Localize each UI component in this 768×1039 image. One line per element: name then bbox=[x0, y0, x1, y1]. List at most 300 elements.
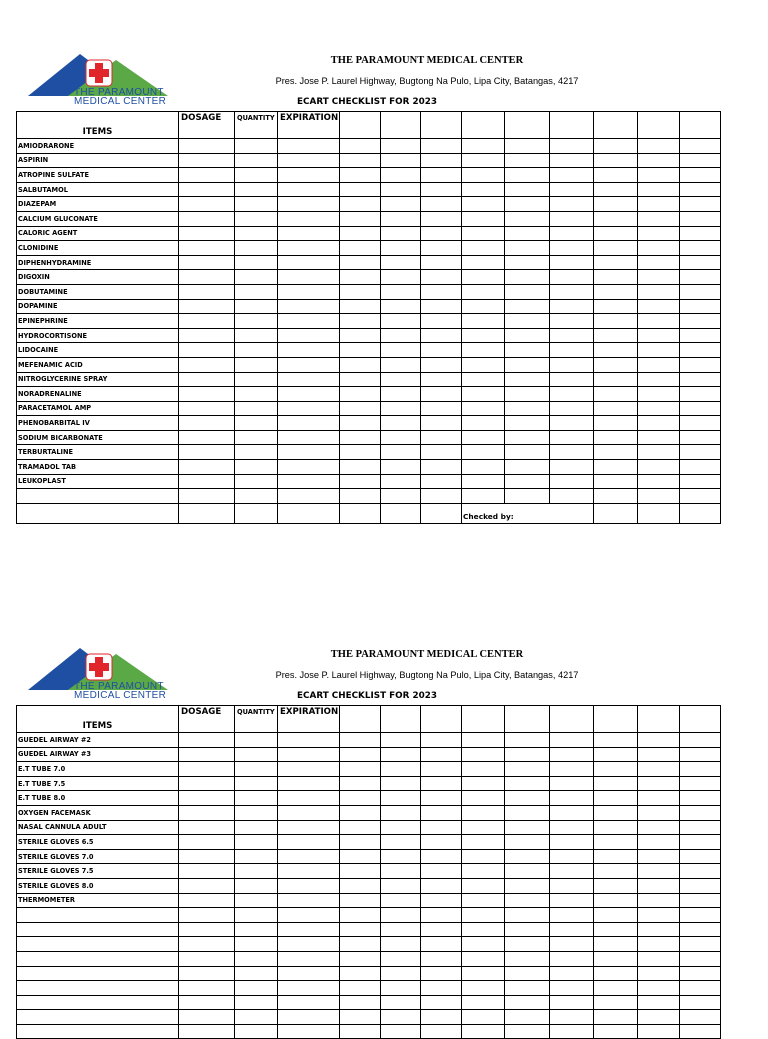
entry-cell[interactable] bbox=[278, 951, 340, 966]
entry-cell[interactable] bbox=[462, 357, 505, 372]
entry-cell[interactable] bbox=[421, 849, 462, 864]
entry-cell[interactable] bbox=[594, 182, 638, 197]
entry-cell[interactable] bbox=[550, 387, 594, 402]
entry-cell[interactable] bbox=[278, 314, 340, 329]
entry-cell[interactable] bbox=[680, 401, 721, 416]
entry-cell[interactable] bbox=[505, 1010, 550, 1025]
entry-cell[interactable] bbox=[462, 922, 505, 937]
entry-cell[interactable] bbox=[340, 951, 381, 966]
entry-cell[interactable] bbox=[594, 211, 638, 226]
entry-cell[interactable] bbox=[550, 328, 594, 343]
entry-cell[interactable] bbox=[680, 445, 721, 460]
entry-cell[interactable] bbox=[381, 951, 421, 966]
entry-cell[interactable] bbox=[381, 241, 421, 256]
entry-cell[interactable] bbox=[381, 401, 421, 416]
entry-cell[interactable] bbox=[421, 503, 462, 523]
entry-cell[interactable] bbox=[505, 820, 550, 835]
entry-cell[interactable] bbox=[278, 401, 340, 416]
entry-cell[interactable] bbox=[638, 951, 680, 966]
entry-cell[interactable] bbox=[550, 791, 594, 806]
entry-cell[interactable] bbox=[638, 733, 680, 748]
entry-cell[interactable] bbox=[550, 1024, 594, 1039]
entry-cell[interactable] bbox=[278, 922, 340, 937]
entry-cell[interactable] bbox=[594, 1024, 638, 1039]
entry-cell[interactable] bbox=[594, 255, 638, 270]
entry-cell[interactable] bbox=[550, 197, 594, 212]
entry-cell[interactable] bbox=[179, 387, 235, 402]
entry-cell[interactable] bbox=[680, 182, 721, 197]
entry-cell[interactable] bbox=[462, 893, 505, 908]
entry-cell[interactable] bbox=[680, 460, 721, 475]
entry-cell[interactable] bbox=[340, 1024, 381, 1039]
entry-cell[interactable] bbox=[381, 864, 421, 879]
entry-cell[interactable] bbox=[235, 878, 278, 893]
entry-cell[interactable] bbox=[340, 820, 381, 835]
entry-cell[interactable] bbox=[462, 733, 505, 748]
entry-cell[interactable] bbox=[638, 197, 680, 212]
entry-cell[interactable] bbox=[462, 211, 505, 226]
entry-cell[interactable] bbox=[235, 747, 278, 762]
entry-cell[interactable] bbox=[462, 372, 505, 387]
entry-cell[interactable] bbox=[638, 878, 680, 893]
entry-cell[interactable] bbox=[340, 139, 381, 154]
entry-cell[interactable] bbox=[278, 357, 340, 372]
entry-cell[interactable] bbox=[680, 791, 721, 806]
entry-cell[interactable] bbox=[340, 849, 381, 864]
entry-cell[interactable] bbox=[340, 197, 381, 212]
entry-cell[interactable] bbox=[179, 791, 235, 806]
entry-cell[interactable] bbox=[340, 908, 381, 923]
entry-cell[interactable] bbox=[340, 733, 381, 748]
entry-cell[interactable] bbox=[680, 864, 721, 879]
entry-cell[interactable] bbox=[638, 270, 680, 285]
entry-cell[interactable] bbox=[278, 908, 340, 923]
entry-cell[interactable] bbox=[550, 299, 594, 314]
entry-cell[interactable] bbox=[278, 211, 340, 226]
entry-cell[interactable] bbox=[340, 460, 381, 475]
entry-cell[interactable] bbox=[680, 981, 721, 996]
entry-cell[interactable] bbox=[550, 849, 594, 864]
entry-cell[interactable] bbox=[381, 226, 421, 241]
entry-cell[interactable] bbox=[235, 908, 278, 923]
entry-cell[interactable] bbox=[550, 343, 594, 358]
entry-cell[interactable] bbox=[381, 791, 421, 806]
entry-cell[interactable] bbox=[340, 878, 381, 893]
entry-cell[interactable] bbox=[340, 401, 381, 416]
entry-cell[interactable] bbox=[179, 460, 235, 475]
entry-cell[interactable] bbox=[594, 805, 638, 820]
entry-cell[interactable] bbox=[381, 211, 421, 226]
entry-cell[interactable] bbox=[179, 226, 235, 241]
entry-cell[interactable] bbox=[505, 791, 550, 806]
entry-cell[interactable] bbox=[235, 182, 278, 197]
entry-cell[interactable] bbox=[340, 981, 381, 996]
entry-cell[interactable] bbox=[421, 951, 462, 966]
entry-cell[interactable] bbox=[462, 255, 505, 270]
entry-cell[interactable] bbox=[505, 805, 550, 820]
entry-cell[interactable] bbox=[505, 255, 550, 270]
entry-cell[interactable] bbox=[381, 445, 421, 460]
entry-cell[interactable] bbox=[550, 430, 594, 445]
entry-cell[interactable] bbox=[638, 776, 680, 791]
entry-cell[interactable] bbox=[550, 835, 594, 850]
entry-cell[interactable] bbox=[421, 241, 462, 256]
entry-cell[interactable] bbox=[235, 343, 278, 358]
entry-cell[interactable] bbox=[421, 211, 462, 226]
entry-cell[interactable] bbox=[381, 255, 421, 270]
check-cell[interactable] bbox=[462, 706, 505, 733]
entry-cell[interactable] bbox=[505, 733, 550, 748]
entry-cell[interactable] bbox=[381, 357, 421, 372]
entry-cell[interactable] bbox=[594, 270, 638, 285]
entry-cell[interactable] bbox=[594, 474, 638, 489]
entry-cell[interactable] bbox=[550, 226, 594, 241]
entry-cell[interactable] bbox=[235, 995, 278, 1010]
entry-cell[interactable] bbox=[340, 168, 381, 183]
entry-cell[interactable] bbox=[179, 937, 235, 952]
entry-cell[interactable] bbox=[638, 328, 680, 343]
entry-cell[interactable] bbox=[421, 430, 462, 445]
entry-cell[interactable] bbox=[278, 387, 340, 402]
entry-cell[interactable] bbox=[179, 908, 235, 923]
entry-cell[interactable] bbox=[278, 445, 340, 460]
check-cell[interactable] bbox=[462, 112, 505, 139]
entry-cell[interactable] bbox=[594, 733, 638, 748]
entry-cell[interactable] bbox=[235, 762, 278, 777]
entry-cell[interactable] bbox=[505, 474, 550, 489]
entry-cell[interactable] bbox=[381, 416, 421, 431]
entry-cell[interactable] bbox=[278, 849, 340, 864]
entry-cell[interactable] bbox=[235, 445, 278, 460]
entry-cell[interactable] bbox=[278, 747, 340, 762]
entry-cell[interactable] bbox=[462, 387, 505, 402]
entry-cell[interactable] bbox=[638, 226, 680, 241]
entry-cell[interactable] bbox=[179, 922, 235, 937]
entry-cell[interactable] bbox=[462, 995, 505, 1010]
entry-cell[interactable] bbox=[235, 197, 278, 212]
entry-cell[interactable] bbox=[278, 893, 340, 908]
entry-cell[interactable] bbox=[278, 416, 340, 431]
entry-cell[interactable] bbox=[505, 314, 550, 329]
entry-cell[interactable] bbox=[505, 747, 550, 762]
entry-cell[interactable] bbox=[235, 835, 278, 850]
entry-cell[interactable] bbox=[381, 197, 421, 212]
entry-cell[interactable] bbox=[235, 776, 278, 791]
entry-cell[interactable] bbox=[179, 1010, 235, 1025]
entry-cell[interactable] bbox=[381, 387, 421, 402]
entry-cell[interactable] bbox=[381, 908, 421, 923]
entry-cell[interactable] bbox=[550, 908, 594, 923]
entry-cell[interactable] bbox=[179, 864, 235, 879]
entry-cell[interactable] bbox=[505, 387, 550, 402]
entry-cell[interactable] bbox=[550, 820, 594, 835]
entry-cell[interactable] bbox=[550, 168, 594, 183]
entry-cell[interactable] bbox=[421, 864, 462, 879]
entry-cell[interactable] bbox=[594, 328, 638, 343]
entry-cell[interactable] bbox=[550, 937, 594, 952]
entry-cell[interactable] bbox=[278, 328, 340, 343]
entry-cell[interactable] bbox=[505, 1024, 550, 1039]
entry-cell[interactable] bbox=[462, 197, 505, 212]
entry-cell[interactable] bbox=[462, 241, 505, 256]
entry-cell[interactable] bbox=[594, 299, 638, 314]
entry-cell[interactable] bbox=[680, 372, 721, 387]
entry-cell[interactable] bbox=[594, 460, 638, 475]
entry-cell[interactable] bbox=[594, 343, 638, 358]
entry-cell[interactable] bbox=[505, 241, 550, 256]
entry-cell[interactable] bbox=[235, 503, 278, 523]
entry-cell[interactable] bbox=[638, 153, 680, 168]
entry-cell[interactable] bbox=[462, 747, 505, 762]
entry-cell[interactable] bbox=[550, 776, 594, 791]
entry-cell[interactable] bbox=[594, 776, 638, 791]
entry-cell[interactable] bbox=[179, 733, 235, 748]
entry-cell[interactable] bbox=[680, 966, 721, 981]
entry-cell[interactable] bbox=[381, 139, 421, 154]
entry-cell[interactable] bbox=[638, 503, 680, 523]
entry-cell[interactable] bbox=[638, 416, 680, 431]
entry-cell[interactable] bbox=[278, 270, 340, 285]
entry-cell[interactable] bbox=[462, 503, 594, 523]
entry-cell[interactable] bbox=[381, 1024, 421, 1039]
entry-cell[interactable] bbox=[340, 1010, 381, 1025]
entry-cell[interactable] bbox=[278, 299, 340, 314]
entry-cell[interactable] bbox=[505, 893, 550, 908]
check-cell[interactable] bbox=[550, 112, 594, 139]
entry-cell[interactable] bbox=[179, 255, 235, 270]
entry-cell[interactable] bbox=[235, 791, 278, 806]
entry-cell[interactable] bbox=[505, 864, 550, 879]
entry-cell[interactable] bbox=[179, 416, 235, 431]
entry-cell[interactable] bbox=[680, 922, 721, 937]
entry-cell[interactable] bbox=[278, 182, 340, 197]
entry-cell[interactable] bbox=[179, 878, 235, 893]
entry-cell[interactable] bbox=[421, 168, 462, 183]
entry-cell[interactable] bbox=[594, 139, 638, 154]
entry-cell[interactable] bbox=[550, 995, 594, 1010]
entry-cell[interactable] bbox=[179, 776, 235, 791]
entry-cell[interactable] bbox=[421, 314, 462, 329]
entry-cell[interactable] bbox=[462, 460, 505, 475]
entry-cell[interactable] bbox=[340, 791, 381, 806]
entry-cell[interactable] bbox=[421, 489, 462, 504]
entry-cell[interactable] bbox=[340, 835, 381, 850]
entry-cell[interactable] bbox=[179, 168, 235, 183]
entry-cell[interactable] bbox=[462, 805, 505, 820]
entry-cell[interactable] bbox=[550, 416, 594, 431]
entry-cell[interactable] bbox=[594, 489, 638, 504]
entry-cell[interactable] bbox=[421, 284, 462, 299]
check-cell[interactable] bbox=[638, 706, 680, 733]
entry-cell[interactable] bbox=[235, 314, 278, 329]
entry-cell[interactable] bbox=[340, 270, 381, 285]
entry-cell[interactable] bbox=[594, 893, 638, 908]
entry-cell[interactable] bbox=[381, 981, 421, 996]
entry-cell[interactable] bbox=[421, 908, 462, 923]
entry-cell[interactable] bbox=[680, 835, 721, 850]
entry-cell[interactable] bbox=[680, 241, 721, 256]
entry-cell[interactable] bbox=[680, 820, 721, 835]
entry-cell[interactable] bbox=[381, 835, 421, 850]
entry-cell[interactable] bbox=[505, 401, 550, 416]
entry-cell[interactable] bbox=[381, 966, 421, 981]
entry-cell[interactable] bbox=[340, 489, 381, 504]
entry-cell[interactable] bbox=[381, 372, 421, 387]
entry-cell[interactable] bbox=[179, 328, 235, 343]
entry-cell[interactable] bbox=[550, 284, 594, 299]
entry-cell[interactable] bbox=[550, 1010, 594, 1025]
entry-cell[interactable] bbox=[462, 776, 505, 791]
entry-cell[interactable] bbox=[462, 951, 505, 966]
entry-cell[interactable] bbox=[235, 211, 278, 226]
entry-cell[interactable] bbox=[278, 733, 340, 748]
entry-cell[interactable] bbox=[340, 762, 381, 777]
entry-cell[interactable] bbox=[462, 474, 505, 489]
entry-cell[interactable] bbox=[340, 937, 381, 952]
entry-cell[interactable] bbox=[278, 241, 340, 256]
entry-cell[interactable] bbox=[505, 153, 550, 168]
entry-cell[interactable] bbox=[381, 747, 421, 762]
entry-cell[interactable] bbox=[594, 503, 638, 523]
entry-cell[interactable] bbox=[179, 893, 235, 908]
entry-cell[interactable] bbox=[594, 445, 638, 460]
entry-cell[interactable] bbox=[505, 951, 550, 966]
entry-cell[interactable] bbox=[638, 835, 680, 850]
entry-cell[interactable] bbox=[421, 805, 462, 820]
entry-cell[interactable] bbox=[638, 460, 680, 475]
entry-cell[interactable] bbox=[340, 864, 381, 879]
entry-cell[interactable] bbox=[638, 864, 680, 879]
entry-cell[interactable] bbox=[278, 981, 340, 996]
check-cell[interactable] bbox=[505, 706, 550, 733]
entry-cell[interactable] bbox=[421, 733, 462, 748]
entry-cell[interactable] bbox=[505, 878, 550, 893]
entry-cell[interactable] bbox=[594, 401, 638, 416]
entry-cell[interactable] bbox=[179, 197, 235, 212]
entry-cell[interactable] bbox=[680, 733, 721, 748]
entry-cell[interactable] bbox=[340, 387, 381, 402]
entry-cell[interactable] bbox=[505, 211, 550, 226]
entry-cell[interactable] bbox=[278, 864, 340, 879]
entry-cell[interactable] bbox=[594, 966, 638, 981]
entry-cell[interactable] bbox=[680, 153, 721, 168]
entry-cell[interactable] bbox=[638, 284, 680, 299]
entry-cell[interactable] bbox=[505, 299, 550, 314]
entry-cell[interactable] bbox=[505, 445, 550, 460]
check-cell[interactable] bbox=[638, 112, 680, 139]
entry-cell[interactable] bbox=[278, 284, 340, 299]
entry-cell[interactable] bbox=[278, 197, 340, 212]
entry-cell[interactable] bbox=[638, 314, 680, 329]
entry-cell[interactable] bbox=[680, 1010, 721, 1025]
entry-cell[interactable] bbox=[278, 503, 340, 523]
entry-cell[interactable] bbox=[421, 981, 462, 996]
entry-cell[interactable] bbox=[381, 878, 421, 893]
entry-cell[interactable] bbox=[421, 255, 462, 270]
entry-cell[interactable] bbox=[235, 299, 278, 314]
entry-cell[interactable] bbox=[680, 849, 721, 864]
entry-cell[interactable] bbox=[505, 139, 550, 154]
entry-cell[interactable] bbox=[381, 489, 421, 504]
entry-cell[interactable] bbox=[462, 314, 505, 329]
entry-cell[interactable] bbox=[594, 357, 638, 372]
entry-cell[interactable] bbox=[462, 1010, 505, 1025]
entry-cell[interactable] bbox=[278, 430, 340, 445]
entry-cell[interactable] bbox=[638, 805, 680, 820]
entry-cell[interactable] bbox=[462, 835, 505, 850]
entry-cell[interactable] bbox=[594, 791, 638, 806]
entry-cell[interactable] bbox=[340, 314, 381, 329]
entry-cell[interactable] bbox=[594, 937, 638, 952]
entry-cell[interactable] bbox=[381, 460, 421, 475]
entry-cell[interactable] bbox=[340, 182, 381, 197]
entry-cell[interactable] bbox=[235, 849, 278, 864]
entry-cell[interactable] bbox=[340, 474, 381, 489]
entry-cell[interactable] bbox=[340, 966, 381, 981]
entry-cell[interactable] bbox=[278, 762, 340, 777]
entry-cell[interactable] bbox=[462, 981, 505, 996]
entry-cell[interactable] bbox=[340, 255, 381, 270]
check-cell[interactable] bbox=[680, 706, 721, 733]
entry-cell[interactable] bbox=[505, 460, 550, 475]
entry-cell[interactable] bbox=[278, 226, 340, 241]
entry-cell[interactable] bbox=[381, 995, 421, 1010]
entry-cell[interactable] bbox=[235, 255, 278, 270]
entry-cell[interactable] bbox=[421, 937, 462, 952]
entry-cell[interactable] bbox=[594, 241, 638, 256]
entry-cell[interactable] bbox=[421, 299, 462, 314]
entry-cell[interactable] bbox=[340, 747, 381, 762]
entry-cell[interactable] bbox=[381, 182, 421, 197]
entry-cell[interactable] bbox=[505, 981, 550, 996]
entry-cell[interactable] bbox=[381, 270, 421, 285]
entry-cell[interactable] bbox=[179, 474, 235, 489]
entry-cell[interactable] bbox=[594, 226, 638, 241]
entry-cell[interactable] bbox=[278, 820, 340, 835]
entry-cell[interactable] bbox=[680, 893, 721, 908]
check-cell[interactable] bbox=[421, 112, 462, 139]
entry-cell[interactable] bbox=[680, 197, 721, 212]
entry-cell[interactable] bbox=[340, 328, 381, 343]
entry-cell[interactable] bbox=[638, 387, 680, 402]
entry-cell[interactable] bbox=[680, 995, 721, 1010]
entry-cell[interactable] bbox=[505, 416, 550, 431]
entry-cell[interactable] bbox=[179, 357, 235, 372]
entry-cell[interactable] bbox=[594, 747, 638, 762]
check-cell[interactable] bbox=[594, 112, 638, 139]
entry-cell[interactable] bbox=[421, 445, 462, 460]
entry-cell[interactable] bbox=[381, 762, 421, 777]
entry-cell[interactable] bbox=[179, 270, 235, 285]
entry-cell[interactable] bbox=[638, 922, 680, 937]
entry-cell[interactable] bbox=[550, 153, 594, 168]
entry-cell[interactable] bbox=[462, 343, 505, 358]
check-cell[interactable] bbox=[381, 112, 421, 139]
entry-cell[interactable] bbox=[179, 820, 235, 835]
entry-cell[interactable] bbox=[594, 416, 638, 431]
entry-cell[interactable] bbox=[638, 182, 680, 197]
entry-cell[interactable] bbox=[179, 314, 235, 329]
entry-cell[interactable] bbox=[235, 460, 278, 475]
entry-cell[interactable] bbox=[462, 226, 505, 241]
entry-cell[interactable] bbox=[340, 284, 381, 299]
entry-cell[interactable] bbox=[550, 489, 594, 504]
entry-cell[interactable] bbox=[278, 805, 340, 820]
entry-cell[interactable] bbox=[235, 372, 278, 387]
entry-cell[interactable] bbox=[594, 387, 638, 402]
entry-cell[interactable] bbox=[278, 776, 340, 791]
check-cell[interactable] bbox=[421, 706, 462, 733]
